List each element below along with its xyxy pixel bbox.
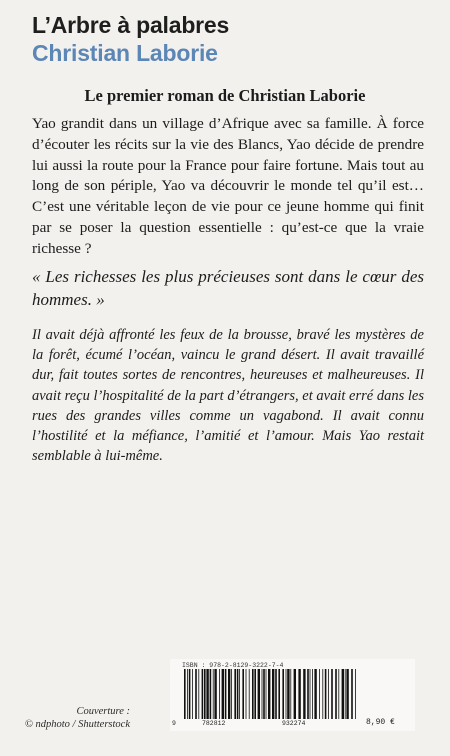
barcode-bar (184, 669, 186, 719)
cover-credit-source: © ndphoto / Shutterstock (24, 719, 130, 730)
barcode-bar (325, 669, 327, 719)
barcode-bar (187, 669, 188, 719)
barcode-block (170, 659, 415, 731)
barcode-bar (287, 669, 289, 719)
barcode-bar (195, 669, 197, 719)
barcode-bar (254, 669, 256, 719)
barcode-bar (263, 669, 265, 719)
barcode-bar (314, 669, 316, 719)
barcode-bar (202, 669, 204, 719)
barcode-bar (204, 669, 206, 719)
barcode-bar (319, 669, 320, 719)
barcode-bar (266, 669, 267, 719)
synopsis-paragraph: Yao grandit dans un village d’Afrique avec sa famille. À force d’écouter les récits sur la vie des Blancs, Yao décide de prendre lui aussi la route pour la France pour faire fortune. Mais tout au long de son périple, Yao va découvrir le monde tel qu’il est… C’est une véritable leçon de vie pour ce jeune homme qui finit par se poser la question essentielle : qu’est-ce que la vraie richesse ? (32, 115, 424, 257)
cover-credit (0, 705, 130, 731)
barcode-bar (282, 669, 284, 719)
barcode-bar (307, 669, 309, 719)
barcode-bar (312, 669, 313, 719)
barcode-bar (225, 669, 227, 719)
barcode-bar (252, 669, 254, 719)
barcode-bar (335, 669, 337, 719)
barcode-bar (272, 669, 274, 719)
barcode-bar (214, 669, 216, 719)
barcode-bar (303, 669, 305, 719)
barcode-bar (345, 669, 346, 719)
barcode-bar (278, 669, 280, 719)
barcode-bar (262, 669, 263, 719)
price-label: 8,90 € (366, 718, 395, 727)
barcode-bar (351, 669, 353, 719)
barcode-bar (290, 669, 291, 719)
barcode-bar (355, 669, 356, 719)
book-author: Christian Laborie (32, 40, 218, 66)
barcode-digit-first: 9 (172, 720, 176, 727)
excerpt-paragraph: Il avait déjà affronté les feux de la brousse, bravé les mystères de la forêt, écumé l’océan, vaincu le grand désert. Il avait travaillé dur, fait toutes sortes de rencontres, heureuses et malheureuses. Il avait reçu l’hospitalité de la part d’étrangers, et avait erré dans les rues des grandes villes comme un vagabond. Il avait connu l’hostilité et la méfiance, l’amitié et l’amour. Mais Yao restait semblable à lui-même. (32, 327, 424, 465)
barcode-bar (298, 669, 300, 719)
barcode-digit-group2: 932274 (282, 720, 306, 727)
barcode-bar (322, 669, 323, 719)
barcode-bar (228, 669, 230, 719)
barcode-bar (242, 669, 244, 719)
barcode-bar (219, 669, 220, 719)
book-title: L’Arbre à palabres (32, 12, 230, 38)
barcode-bar (294, 669, 296, 719)
barcode-bar (234, 669, 236, 719)
barcode-digit-group1: 782812 (202, 720, 226, 727)
subtitle: Le premier roman de Christian Laborie (84, 86, 366, 105)
barcode-bar (249, 669, 250, 719)
barcode-bar (275, 669, 277, 719)
barcode-bar (206, 669, 208, 719)
barcode-bar (342, 669, 344, 719)
barcode-bar (286, 669, 287, 719)
barcode-icon (182, 669, 362, 719)
barcode-bar (210, 669, 212, 719)
barcode-bar (237, 669, 239, 719)
cover-credit-label: Couverture : (76, 706, 130, 717)
barcode-bar (331, 669, 333, 719)
pull-quote: « Les richesses les plus précieuses sont dans le cœur des hommes. » (32, 267, 424, 309)
barcode-bar (213, 669, 214, 719)
barcode-bar (189, 669, 191, 719)
barcode-bar (338, 669, 339, 719)
barcode-bar (222, 669, 224, 719)
barcode-bar (328, 669, 329, 719)
barcode-bar (246, 669, 247, 719)
barcode-bar (346, 669, 348, 719)
barcode-bar (258, 669, 260, 719)
barcode-bar (268, 669, 270, 719)
barcode-bar (231, 669, 232, 719)
barcode-bar (310, 669, 311, 719)
isbn-text: ISBN : 978-2-8129-3222-7-4 (182, 662, 284, 669)
barcode-bar (239, 669, 240, 719)
barcode-bar (198, 669, 199, 719)
barcode-bar (192, 669, 193, 719)
